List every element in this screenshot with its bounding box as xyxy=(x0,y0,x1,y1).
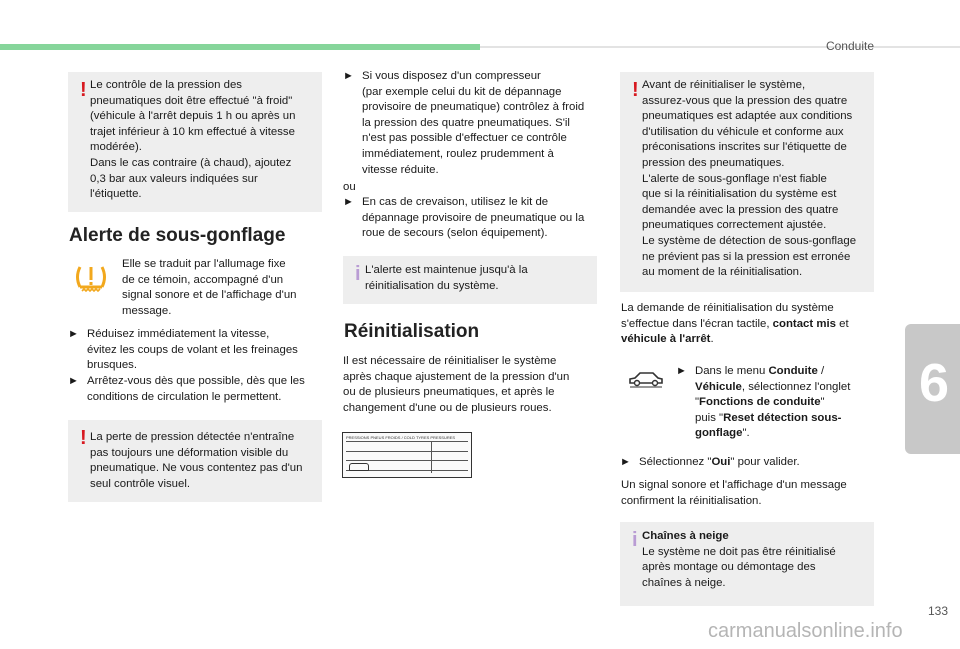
reset-paragraph-line: changement d'une ou de plusieurs roues. xyxy=(343,401,552,414)
warning-line: l'étiquette. xyxy=(90,188,142,201)
section-heading-underinflation: Alerte de sous-gonflage xyxy=(69,225,286,246)
warning-line: d'utilisation du véhicule et conforme aux xyxy=(642,125,844,138)
bullet-puncture xyxy=(343,195,605,243)
warning-line: trajet inférieur à 10 km effectué à vitesse xyxy=(90,125,295,138)
bullet-line: roue de secours (selon équipement). xyxy=(362,227,548,240)
bullet-line: immédiatement, roulez prudemment à xyxy=(362,147,554,160)
warning-mark-icon: ! xyxy=(632,79,639,101)
info-title: Chaînes à neige xyxy=(642,530,729,542)
bullet-line: Véhicule, sélectionnez l'onglet xyxy=(695,380,851,393)
vehicle-settings-icon xyxy=(627,368,665,390)
bullet-line: dépannage provisoire de pneumatique ou la xyxy=(362,211,585,224)
warning-line: Le contrôle de la pression des xyxy=(90,79,242,91)
warning-line: que si la réinitialisation du système est xyxy=(642,188,837,201)
bullet-select-yes: ► Sélectionnez "Oui" pour valider. xyxy=(620,455,876,471)
warning-box-pressure-loss xyxy=(68,420,322,502)
reset-request-line: La demande de réinitialisation du système xyxy=(621,302,834,314)
section-title: Conduite xyxy=(825,39,874,53)
warning-line: ne prévient pas si la pression est erronée xyxy=(642,250,851,263)
warning-line: Le système de détection de sous-gonflage xyxy=(642,234,857,247)
warning-line: assurez-vous que la pression des quatre xyxy=(642,94,848,107)
bullet-line: Dans le menu Conduite / xyxy=(695,365,825,377)
bullet-line: brusques. xyxy=(87,359,138,372)
bullet-line: En cas de crevaison, utilisez le kit de xyxy=(362,196,549,208)
bullet-line: conditions de circulation le permettent. xyxy=(87,390,282,403)
intro-line: signal sonore et de l'affichage d'un xyxy=(122,289,297,302)
warning-line: préconisations inscrites sur l'étiquette de xyxy=(642,141,847,154)
warning-mark-icon: ! xyxy=(80,79,87,101)
bullet-menu-navigation xyxy=(676,364,876,444)
warning-line: au moment de la réinitialisation. xyxy=(642,266,803,279)
bullet-line: évitez les coups de volant et les freinages xyxy=(87,343,298,356)
info-line: réinitialisation du système. xyxy=(365,279,499,292)
page-number: 133 xyxy=(927,604,948,618)
intro-line: message. xyxy=(122,304,172,317)
label-header: PRESSIONS PNEUS FROIDS / COLD TYRES PRESSURES xyxy=(346,435,456,440)
warning-line: pression des pneumatiques. xyxy=(642,156,785,169)
warning-line: pas toujours une déformation visible du xyxy=(90,446,289,459)
reset-paragraph-line: après chaque ajustement de la pression d'un xyxy=(343,370,570,383)
warning-line: seul contrôle visuel. xyxy=(90,477,191,490)
bullet-line: provisoire de pneumatique) contrôlez à froid xyxy=(362,101,585,114)
bullet-line: Si vous disposez d'un compresseur xyxy=(362,70,541,82)
bullet-arrow-icon: ► xyxy=(68,375,79,387)
bullet-line: vitesse réduite. xyxy=(362,163,439,176)
bullet-arrow-icon: ► xyxy=(676,365,687,377)
info-mark-icon: i xyxy=(632,529,638,551)
bullet-compressor xyxy=(343,69,605,181)
reset-paragraph-line: ou de plusieurs pneumatiques, et après le xyxy=(343,386,555,399)
warning-line: La perte de pression détectée n'entraîne xyxy=(90,431,295,443)
bullet-line: la pression des quatre pneumatiques. S'il xyxy=(362,116,570,129)
bullet-line: gonflage". xyxy=(695,427,750,440)
reset-request-line: s'effectue dans l'écran tactile, contact mis et xyxy=(621,317,849,330)
tire-pressure-warning-icon xyxy=(72,258,110,296)
warning-line: pneumatique. Ne vous contentez pas d'un xyxy=(90,462,303,475)
bullet-arrow-icon: ► xyxy=(620,456,631,468)
confirmation-line: Un signal sonore et l'affichage d'un message xyxy=(621,479,847,491)
tyre-pressure-label-image xyxy=(342,432,472,478)
warning-mark-icon: ! xyxy=(80,427,87,449)
bullet-line: Réduisez immédiatement la vitesse, xyxy=(87,328,270,340)
section-heading-reset: Réinitialisation xyxy=(344,321,480,342)
info-box-alert-maintained xyxy=(343,256,597,304)
warning-box-before-reset xyxy=(620,72,874,292)
bullet-arrow-icon: ► xyxy=(343,70,354,82)
warning-line: (véhicule à l'arrêt depuis 1 h ou après un xyxy=(90,110,296,123)
warning-line: 0,3 bar aux valeurs indiquées sur xyxy=(90,172,258,185)
info-line: chaînes à neige. xyxy=(642,576,726,589)
watermark: carmanualsonline.info xyxy=(708,620,903,642)
bullet-stop xyxy=(68,374,328,406)
bullet-line: puis "Reset détection sous- xyxy=(695,411,842,424)
bullet-line: n'est pas possible d'effectuer ce contrôle xyxy=(362,132,567,145)
info-box-snow-chains xyxy=(620,522,874,606)
header-accent-bar xyxy=(0,44,480,50)
bullet-line: (par exemple celui du kit de dépannage xyxy=(362,85,562,98)
confirmation-line: confirment la réinitialisation. xyxy=(621,494,762,507)
bullet-line: Arrêtez-vous dès que possible, dès que les xyxy=(87,375,305,387)
intro-line: Elle se traduit par l'allumage fixe xyxy=(122,258,286,270)
info-line: L'alerte est maintenue jusqu'à la xyxy=(365,264,528,276)
chapter-number: 6 xyxy=(919,353,950,413)
warning-line: modérée). xyxy=(90,141,142,154)
info-line: Le système ne doit pas être réinitialisé xyxy=(642,545,836,558)
warning-line: pneumatiques correctement ajustée. xyxy=(642,219,827,232)
warning-box-cold-check xyxy=(68,72,322,212)
label-car-icon xyxy=(349,463,369,471)
warning-line: pneumatiques doit être effectué "à froid" xyxy=(90,94,293,107)
bullet-line: "Fonctions de conduite" xyxy=(695,396,825,409)
bullet-reduce-speed xyxy=(68,327,328,375)
warning-line: pneumatiques est adaptée aux conditions xyxy=(642,110,853,123)
info-line: après montage ou démontage des xyxy=(642,561,816,574)
info-mark-icon: i xyxy=(355,263,361,285)
warning-line: Dans le cas contraire (à chaud), ajoutez xyxy=(90,156,292,169)
reset-paragraph-line: Il est nécessaire de réinitialiser le système xyxy=(343,355,557,367)
intro-line: de ce témoin, accompagné d'un xyxy=(122,273,284,286)
or-connector: ou xyxy=(343,181,356,193)
warning-line: demandée avec la pression des quatre xyxy=(642,203,839,216)
reset-request-line: véhicule à l'arrêt. xyxy=(621,333,714,346)
bullet-arrow-icon: ► xyxy=(343,196,354,208)
warning-line: L'alerte de sous-gonflage n'est fiable xyxy=(642,172,827,185)
header-rule xyxy=(480,46,960,48)
bullet-arrow-icon: ► xyxy=(68,328,79,340)
warning-line: Avant de réinitialiser le système, xyxy=(642,79,806,91)
